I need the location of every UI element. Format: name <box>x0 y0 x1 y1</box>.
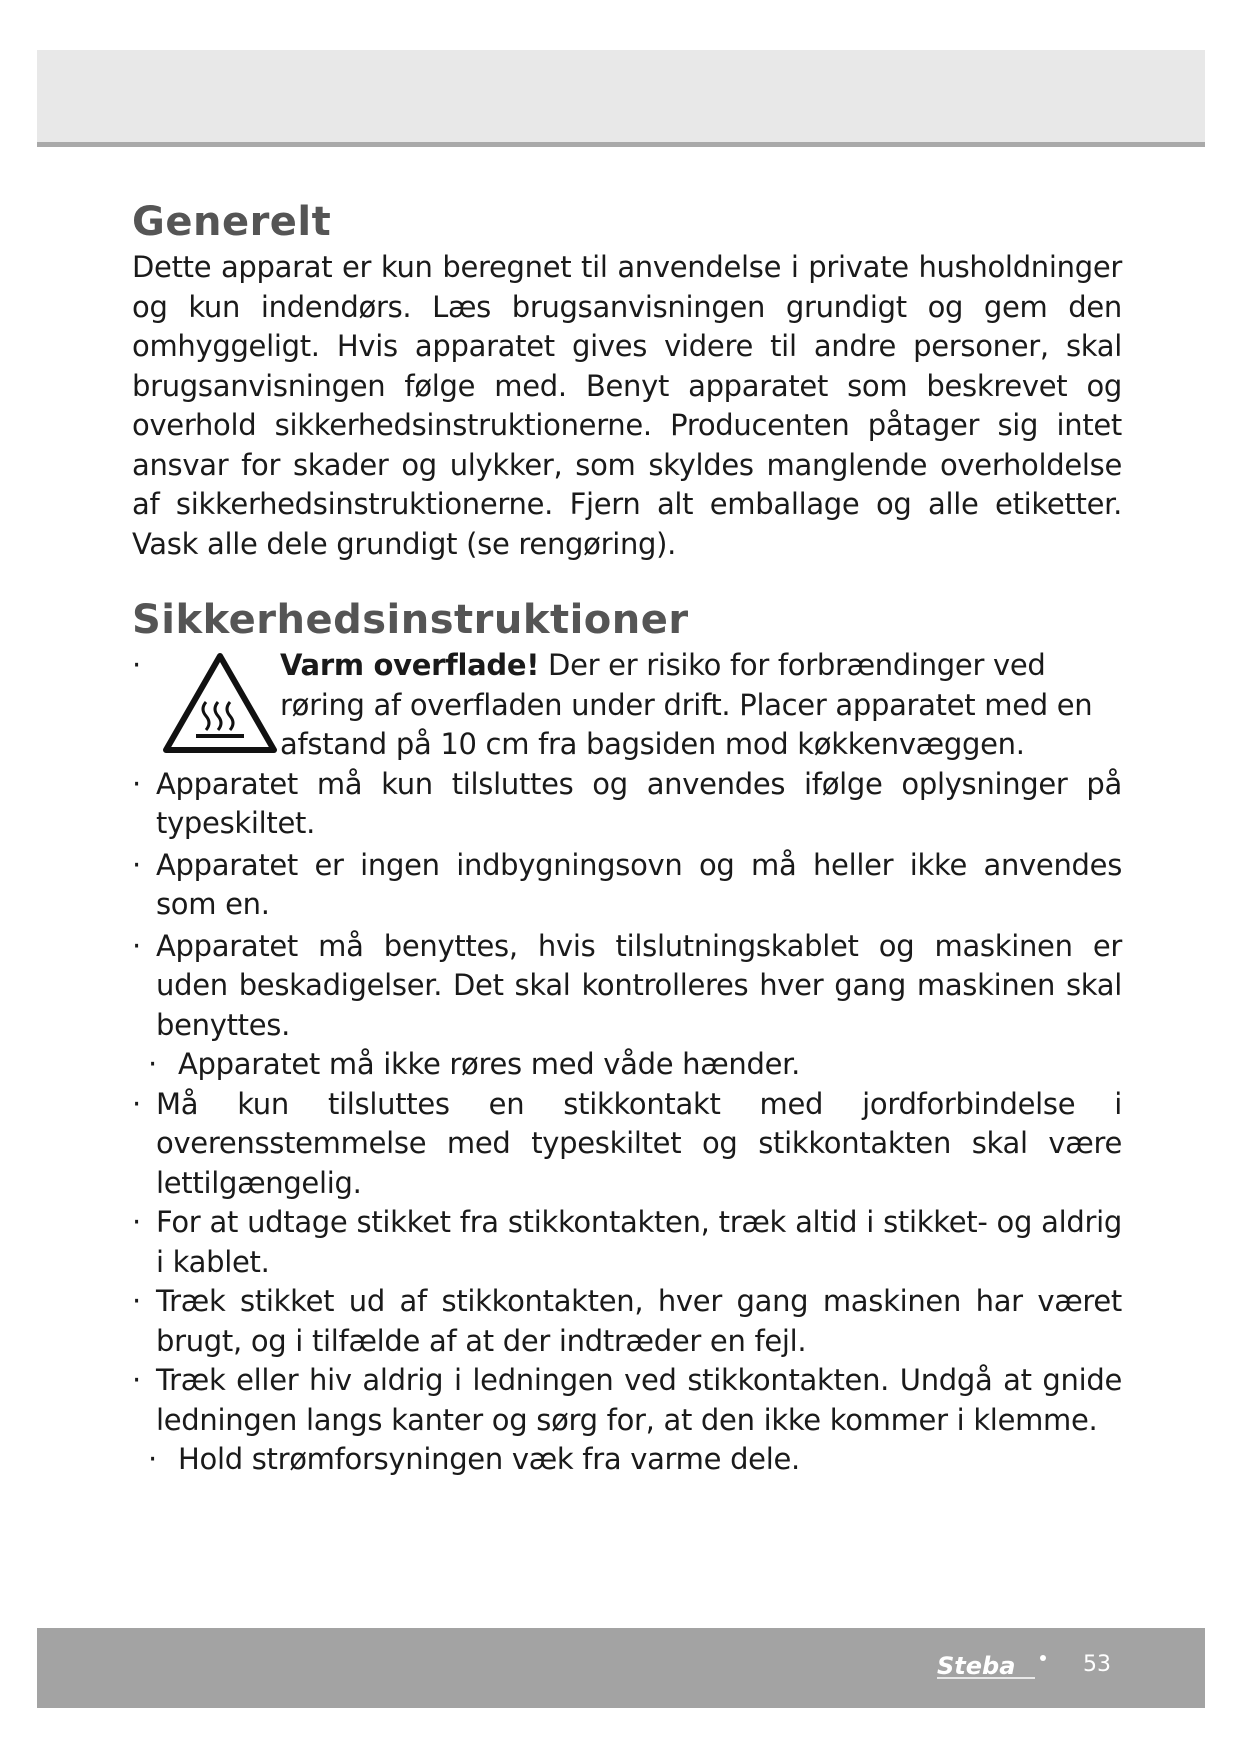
bullet-dot: · <box>148 1442 157 1476</box>
list-item-text: Apparatet må ikke røres med våde hænder. <box>178 1047 801 1081</box>
bullet-dot: · <box>148 1047 157 1081</box>
list-item <box>132 1085 1122 1204</box>
section-title-generelt: Generelt <box>132 199 332 245</box>
bullet-dot: · <box>132 1284 141 1318</box>
list-item-text: Må kun tilsluttes en stikkontakt med jordforbindelse i overensstemmelse med typeskiltet og stikkontakten skal være lettilgængelig. <box>156 1086 1122 1200</box>
list-item <box>132 846 1122 925</box>
list-item <box>132 927 1122 1046</box>
bullet-dot: · <box>132 648 141 682</box>
bullet-dot: · <box>132 1205 141 1239</box>
warning-text <box>280 646 1122 765</box>
list-item-text: Apparatet må kun tilsluttes og anvendes ifølge oplysninger på typeskiltet. <box>156 766 1122 840</box>
warning-body: Der er risiko for forbrændinger ved røring af overfladen under drift. Placer apparatet med en afstand på 10 cm fra bagsiden mod køkkenvæggen. <box>280 648 1093 761</box>
list-item <box>132 1440 1122 1480</box>
list-item <box>132 1361 1122 1440</box>
list-item-text: Træk eller hiv aldrig i ledningen ved stikkontakten. Undgå at gnide ledningen langs kanter og sørg for, at den ikke kommer i klemme. <box>156 1363 1122 1437</box>
footer-band <box>37 1628 1205 1708</box>
list-item-text: Apparatet må benyttes, hvis tilslutningskablet og maskinen er uden beskadigelser. Det skal kontrolleres hver gang maskinen skal benyttes. <box>156 928 1122 1042</box>
page-number: 53 <box>1083 1652 1111 1677</box>
warning-bold-label: Varm overflade! <box>280 648 540 682</box>
section-title-safety: Sikkerhedsinstruktioner <box>132 597 689 643</box>
list-item <box>132 1282 1122 1361</box>
generelt-paragraph: Dette apparat er kun beregnet til anvendelse i private husholdninger og kun indendørs. Læs brugsanvisningen grundigt og gem den omhyggeligt. Hvis apparatet gives videre til andre personer, skal brugsanvisningen følge med. Benyt apparatet som beskrevet og overhold sikkerhedsinstruktionerne. Producenten påtager sig intet ansvar for skader og ulykker, som skyldes manglende overholdelse af sikkerhedsinstruktionerne. Fjern alt emballage og alle etiketter. Vask alle dele grundigt (se rengøring). <box>132 250 1122 561</box>
list-item-text: Apparatet er ingen indbygningsovn og må heller ikke anvendes som en. <box>156 847 1122 921</box>
bullet-dot: · <box>132 1363 141 1397</box>
list-item-text: Hold strømforsyningen væk fra varme dele. <box>178 1442 800 1476</box>
list-item-text: For at udtage stikket fra stikkontakten, træk altid i stikket- og aldrig i kablet. <box>156 1205 1122 1279</box>
safety-list <box>132 646 1122 1480</box>
steba-logo <box>935 1650 1055 1686</box>
section-generelt <box>132 196 1122 564</box>
list-item <box>132 1203 1122 1282</box>
list-item <box>132 1045 1122 1085</box>
list-item <box>132 765 1122 844</box>
page-content <box>132 196 1122 1480</box>
section-safety <box>132 594 1122 1480</box>
warning-item <box>132 646 1122 765</box>
hot-surface-warning-icon <box>160 650 280 758</box>
bullet-dot: · <box>132 766 141 801</box>
brand-name: Steba <box>937 1652 1016 1680</box>
list-item-text: Træk stikket ud af stikkontakten, hver gang maskinen har været brugt, og i tilfælde af at der indtræder en fejl. <box>156 1284 1122 1358</box>
header-band <box>37 50 1205 147</box>
bullet-dot: · <box>132 847 141 882</box>
bullet-dot: · <box>132 1086 141 1121</box>
bullet-dot: · <box>132 928 141 963</box>
